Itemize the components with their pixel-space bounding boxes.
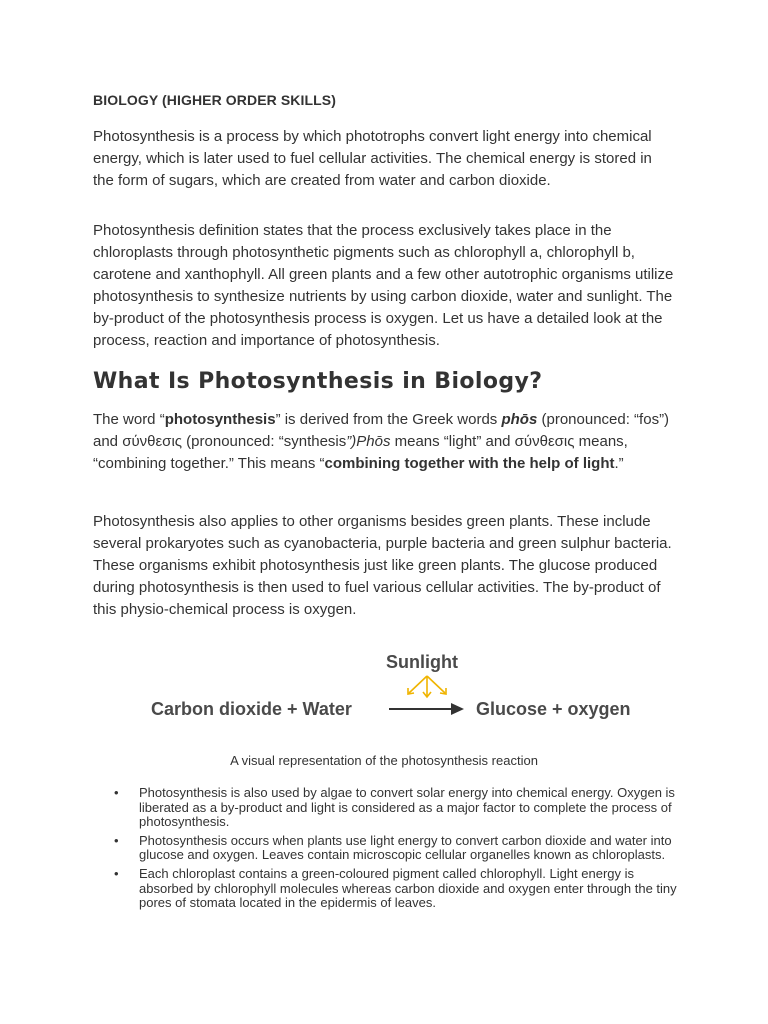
diagram-caption: A visual representation of the photosynthesis reaction bbox=[230, 753, 538, 768]
bullet-marker: • bbox=[114, 785, 119, 800]
list-item-text: Photosynthesis occurs when plants use light energy to convert carbon dioxide and water into glucose and oxygen. Leaves contain microscopic cellular organelles known as chloroplasts. bbox=[139, 832, 672, 863]
bullet-marker: • bbox=[114, 865, 119, 881]
etymology-text-4: means “light” and σύνθεσις means, “combining together.” This means “ bbox=[93, 433, 628, 472]
sunlight-label: Sunlight bbox=[386, 652, 458, 672]
list-item bbox=[112, 786, 682, 830]
etymology-text-3: (pronounced: “fos”) and σύνθεσις (pronounced: “synthesis bbox=[93, 411, 670, 450]
reactants-label: Carbon dioxide + Water bbox=[151, 699, 352, 719]
greek-word-phos: phōs bbox=[501, 411, 538, 428]
intro-paragraph: Photosynthesis is a process by which phototrophs convert light energy into chemical energy, which is later used to fuel cellular activities. The chemical energy is stored in the form of sugars, which are created from water and carbon dioxide. bbox=[93, 128, 652, 189]
etymology-paragraph bbox=[93, 409, 675, 475]
document-title: BIOLOGY (HIGHER ORDER SKILLS) bbox=[93, 92, 336, 108]
photosynthesis-diagram bbox=[140, 645, 660, 735]
list-item-text: Each chloroplast contains a green-coloured pigment called chlorophyll. Light energy is absorbed by chlorophyll molecules whereas carbon dioxide and oxygen enter through the tiny pores of stomata located in the epidermis of leaves. bbox=[139, 865, 677, 911]
bullet-marker: • bbox=[114, 832, 119, 848]
organisms-paragraph: Photosynthesis also applies to other organisms besides green plants. These include several prokaryotes such as cyanobacteria, purple bacteria and green sulphur bacteria. These organisms exhibit photosynthesis just like green plants. The glucose produced during photosynthesis is then used to fuel various cellular activities. The by-product of this physio-chemical process is oxygen. bbox=[93, 513, 672, 618]
sunlight-arrows-icon bbox=[408, 676, 446, 697]
meaning-phrase: combining together with the help of light bbox=[324, 455, 615, 472]
etymology-text-5: .” bbox=[614, 455, 624, 472]
term-photosynthesis: photosynthesis bbox=[164, 411, 276, 428]
etymology-text-1: The word “ bbox=[93, 411, 165, 428]
section-heading: What Is Photosynthesis in Biology? bbox=[93, 369, 543, 394]
list-item bbox=[112, 867, 682, 911]
italic-phos: ”)Phōs bbox=[346, 433, 391, 450]
etymology-text-2: ” is derived from the Greek words bbox=[275, 411, 502, 428]
products-label: Glucose + oxygen bbox=[476, 699, 631, 719]
definition-paragraph: Photosynthesis definition states that the process exclusively takes place in the chloroplasts through photosynthetic pigments such as chlorophyll a, chlorophyll b, carotene and xanthophyll. All green plants and a few other autotrophic organisms utilize photosynthesis to synthesize nutrients by using carbon dioxide, water and sunlight. The by-product of the photosynthesis process is oxygen. Let us have a detailed look at the process, reaction and importance of photosynthesis. bbox=[93, 222, 674, 349]
list-item bbox=[112, 834, 682, 863]
reaction-arrow-icon bbox=[389, 703, 464, 715]
list-item-text: Photosynthesis is also used by algae to convert solar energy into chemical energy. Oxygen is liberated as a by-product and light is considered as a major factor to complete the process of photosynthesis. bbox=[139, 785, 675, 830]
facts-list bbox=[112, 786, 682, 915]
